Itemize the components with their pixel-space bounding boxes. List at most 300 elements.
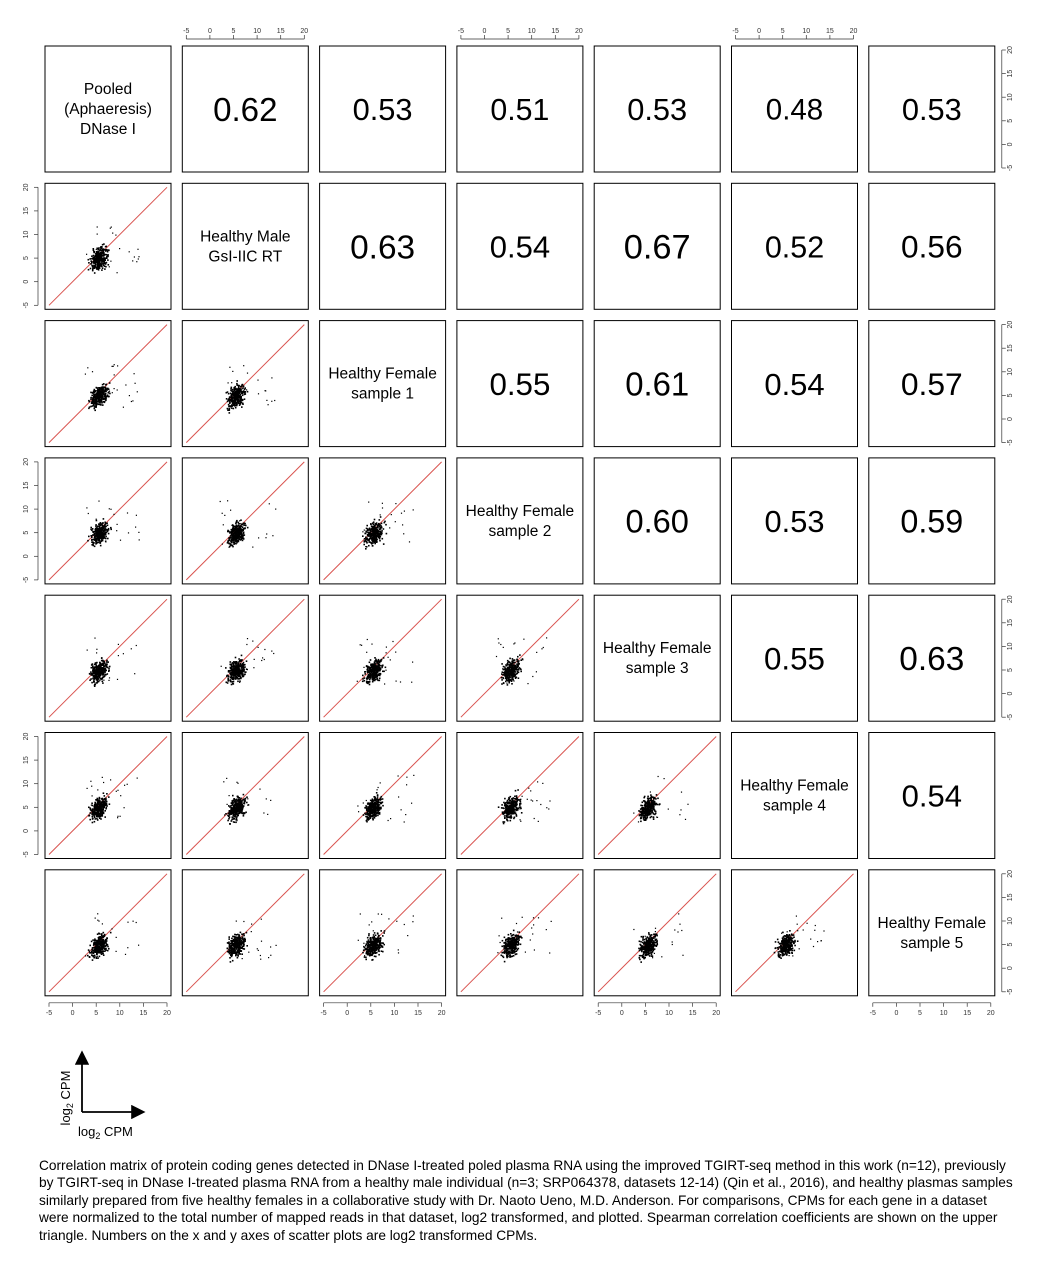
scatter-outlier <box>113 366 114 367</box>
scatter-point <box>230 535 232 537</box>
panel-2-1 <box>182 321 308 447</box>
scatter-outlier <box>404 511 405 512</box>
y-tick-label: 0 <box>1006 142 1014 147</box>
scatter-point <box>230 388 232 390</box>
scatter-point <box>92 399 94 401</box>
scatter-outlier <box>243 365 244 366</box>
scatter-outlier <box>224 814 225 815</box>
scatter-point <box>369 804 371 806</box>
y-tick-label: 5 <box>23 256 30 261</box>
scatter-point <box>377 802 379 804</box>
scatter-point <box>244 522 246 524</box>
scatter-point <box>108 389 110 391</box>
identity-line <box>49 737 167 855</box>
scatter-point <box>240 400 242 402</box>
scatter-outlier <box>108 680 109 681</box>
scatter-point <box>379 538 381 540</box>
scatter-outlier <box>137 391 138 392</box>
scatter-point <box>232 538 234 540</box>
scatter-point <box>364 813 366 815</box>
scatter-points <box>357 775 414 823</box>
scatter-outlier <box>124 785 125 786</box>
scatter-point <box>108 533 110 535</box>
scatter-point <box>227 401 229 403</box>
panel-0-2 <box>320 46 446 172</box>
scatter-outlier <box>382 503 383 504</box>
scatter-point <box>94 399 96 401</box>
scatter-point <box>234 666 236 668</box>
y-tick-label: 5 <box>1006 393 1014 398</box>
scatter-point <box>366 807 368 809</box>
correlation-value: 0.54 <box>489 229 551 265</box>
scatter-point <box>370 523 372 525</box>
scatter-outlier <box>229 795 230 796</box>
scatter-point <box>107 394 109 396</box>
scatter-point <box>506 669 508 671</box>
scatter-outlier <box>97 682 98 683</box>
scatter-point <box>232 526 234 528</box>
scatter-point <box>93 258 95 260</box>
scatter-outlier <box>236 782 237 783</box>
scatter-point <box>95 253 97 255</box>
scatter-point <box>238 667 240 669</box>
scatter-point <box>231 672 233 674</box>
scatter-point <box>231 674 233 676</box>
scatter-point <box>103 672 105 674</box>
identity-line <box>461 737 579 855</box>
scatter-point <box>233 805 235 807</box>
identity-line <box>461 599 579 717</box>
correlation-value: 0.55 <box>489 366 551 402</box>
scatter-point <box>363 814 365 816</box>
scatter-point <box>102 267 104 269</box>
scatter-point <box>512 798 514 800</box>
scatter-point <box>515 677 517 679</box>
scatter-point <box>508 802 510 804</box>
scatter-point <box>235 389 237 391</box>
scatter-point <box>235 813 237 815</box>
y-tick-label: 0 <box>23 828 30 833</box>
scatter-outlier <box>117 817 118 818</box>
panel-1-2 <box>320 183 446 309</box>
scatter-point <box>94 251 96 253</box>
scatter-outlier <box>92 795 93 796</box>
scatter-outlier <box>405 814 406 815</box>
scatter-point <box>510 820 512 822</box>
scatter-point <box>101 264 103 266</box>
scatter-outlier <box>224 515 225 516</box>
scatter-point <box>98 262 100 264</box>
scatter-outlier <box>536 671 537 672</box>
scatter-outlier <box>131 401 132 402</box>
scatter-point <box>90 268 92 270</box>
scatter-point <box>374 660 376 662</box>
scatter-outlier <box>91 539 92 540</box>
scatter-point <box>368 539 370 541</box>
scatter-point <box>375 538 377 540</box>
scatter-point <box>240 809 242 811</box>
scatter-points <box>87 638 137 688</box>
scatter-outlier <box>129 395 130 396</box>
scatter-point <box>377 671 379 673</box>
scatter-point <box>106 660 108 662</box>
panel-frame <box>594 595 720 721</box>
scatter-point <box>108 529 110 531</box>
scatter-point <box>106 384 108 386</box>
scatter-point <box>373 674 375 676</box>
scatter-point <box>227 680 229 682</box>
scatter-point <box>381 659 383 661</box>
scatter-point <box>103 383 105 385</box>
scatter-outlier <box>238 522 239 523</box>
panel-0-0 <box>45 46 171 172</box>
x-tick-label: 5 <box>780 28 785 35</box>
y-tick-label: 10 <box>23 779 30 788</box>
scatter-point <box>96 248 98 250</box>
scatter-outlier <box>220 501 221 502</box>
scatter-point <box>365 530 367 532</box>
x-tick-label: -5 <box>732 28 739 35</box>
scatter-point <box>88 269 90 271</box>
scatter-point <box>362 681 364 683</box>
scatter-point <box>508 680 510 682</box>
panel-5-2 <box>320 733 446 859</box>
scatter-outlier <box>227 804 228 805</box>
scatter-point <box>509 811 511 813</box>
y-tick-label: 15 <box>1006 69 1014 78</box>
scatter-outlier <box>109 677 110 678</box>
scatter-point <box>241 812 243 814</box>
scatter-point <box>227 820 229 822</box>
scatter-point <box>233 400 235 402</box>
scatter-point <box>653 817 655 819</box>
scatter-point <box>96 807 98 809</box>
scatter-point <box>99 668 101 670</box>
scatter-point <box>518 663 520 665</box>
scatter-point <box>375 523 377 525</box>
scatter-points <box>357 639 414 685</box>
scatter-point <box>97 678 99 680</box>
scatter-point <box>233 683 235 685</box>
scatter-point <box>386 533 388 535</box>
scatter-point <box>108 396 110 398</box>
scatter-outlier <box>117 679 118 680</box>
scatter-point <box>230 681 232 683</box>
scatter-outlier <box>373 665 374 666</box>
scatter-point <box>368 817 370 819</box>
scatter-outlier <box>363 667 364 668</box>
scatter-point <box>99 797 101 799</box>
scatter-outlier <box>252 641 253 642</box>
scatter-outlier <box>239 393 240 394</box>
scatter-outlier <box>103 680 104 681</box>
scatter-outlier <box>97 234 98 235</box>
y-tick-label: 5 <box>1006 668 1014 672</box>
scatter-point <box>514 665 516 667</box>
scatter-outlier <box>266 533 267 534</box>
scatter-outlier <box>96 538 97 539</box>
scatter-point <box>96 814 98 816</box>
scatter-point <box>95 541 97 543</box>
scatter-point <box>508 672 510 674</box>
scatter-outlier <box>257 380 258 381</box>
scatter-point <box>510 815 512 817</box>
scatter-point <box>372 679 374 681</box>
panel-5-0 <box>23 733 171 859</box>
scatter-outlier <box>128 532 129 533</box>
scatter-outlier <box>136 645 137 646</box>
scatter-point <box>232 807 234 809</box>
scatter-outlier <box>246 644 247 645</box>
scatter-point <box>102 664 104 666</box>
scatter-point <box>98 525 100 527</box>
scatter-point <box>93 676 95 678</box>
x-tick-label: 10 <box>802 28 811 35</box>
scatter-point <box>511 675 513 677</box>
scatter-point <box>102 674 104 676</box>
scatter-outlier <box>110 261 111 262</box>
identity-line <box>186 599 304 717</box>
scatter-point <box>93 249 95 251</box>
scatter-outlier <box>96 249 97 250</box>
scatter-outlier <box>386 652 387 653</box>
scatter-point <box>371 805 373 807</box>
scatter-point <box>241 674 243 676</box>
panel-3-0 <box>23 458 171 584</box>
scatter-point <box>103 806 105 808</box>
scatter-point <box>514 662 516 664</box>
scatter-point <box>373 533 375 535</box>
scatter-point <box>106 249 108 251</box>
panel-1-4 <box>594 183 720 309</box>
y-tick-label: 0 <box>23 279 30 284</box>
scatter-outlier <box>247 805 248 806</box>
scatter-point <box>519 654 521 656</box>
scatter-point <box>237 664 239 666</box>
scatter-point <box>363 544 365 546</box>
scatter-point <box>94 807 96 809</box>
correlation-value: 0.52 <box>764 230 825 265</box>
scatter-point <box>240 389 242 391</box>
scatter-outlier <box>523 639 524 640</box>
scatter-point <box>103 260 105 262</box>
scatter-point <box>243 799 245 801</box>
scatter-point <box>104 390 106 392</box>
panel-3-4 <box>594 458 720 584</box>
scatter-point <box>379 812 381 814</box>
scatter-point <box>246 796 248 798</box>
scatter-point <box>516 815 518 817</box>
scatter-outlier <box>403 533 404 534</box>
scatter-point <box>233 679 235 681</box>
panel-frame <box>320 321 446 447</box>
scatter-point <box>382 671 384 673</box>
scatter-point <box>229 401 231 403</box>
scatter-point <box>235 525 237 527</box>
scatter-point <box>373 805 375 807</box>
y-tick-label: 20 <box>1006 320 1014 329</box>
scatter-point <box>364 538 366 540</box>
scatter-point <box>106 522 108 524</box>
scatter-point <box>372 545 374 547</box>
scatter-point <box>90 397 92 399</box>
scatter-point <box>105 538 107 540</box>
scatter-point <box>502 677 504 679</box>
scatter-point <box>97 265 99 267</box>
scatter-point <box>94 685 96 687</box>
scatter-point <box>238 385 240 387</box>
scatter-point <box>232 817 234 819</box>
scatter-point <box>369 673 371 675</box>
scatter-outlier <box>119 248 120 249</box>
scatter-outlier <box>390 659 391 660</box>
scatter-point <box>96 520 98 522</box>
scatter-point <box>233 813 235 815</box>
scatter-outlier <box>498 642 499 643</box>
scatter-point <box>102 536 104 538</box>
scatter-point <box>241 655 243 657</box>
scatter-point <box>509 658 511 660</box>
scatter-point <box>100 540 102 542</box>
scatter-outlier <box>391 514 392 515</box>
scatter-outlier <box>271 377 272 378</box>
scatter-point <box>644 813 646 815</box>
scatter-point <box>238 525 240 527</box>
panel-frame <box>457 458 583 584</box>
panel-2-5 <box>732 321 858 447</box>
scatter-point <box>102 812 104 814</box>
scatter-point <box>375 803 377 805</box>
scatter-outlier <box>230 510 231 511</box>
scatter-point <box>96 674 98 676</box>
scatter-point <box>102 682 104 684</box>
scatter-point <box>376 667 378 669</box>
scatter-point <box>508 799 510 801</box>
scatter-point <box>514 800 516 802</box>
scatter-outlier <box>374 807 375 808</box>
scatter-point <box>370 669 372 671</box>
scatter-point <box>378 674 380 676</box>
scatter-point <box>655 811 657 813</box>
scatter-outlier <box>357 805 358 806</box>
scatter-point <box>95 818 97 820</box>
scatter-points <box>633 776 688 823</box>
scatter-point <box>233 681 235 683</box>
scatter-outlier <box>94 638 95 639</box>
scatter-point <box>374 677 376 679</box>
scatter-point <box>95 813 97 815</box>
scatter-point <box>371 664 373 666</box>
scatter-point <box>512 803 514 805</box>
scatter-point <box>233 663 235 665</box>
scatter-point <box>382 805 384 807</box>
scatter-point <box>235 532 237 534</box>
scatter-outlier <box>396 681 397 682</box>
scatter-point <box>364 533 366 535</box>
scatter-points <box>220 500 277 548</box>
scatter-outlier <box>102 777 103 778</box>
scatter-point <box>103 799 105 801</box>
scatter-outlier <box>86 507 87 508</box>
scatter-point <box>89 679 91 681</box>
correlation-value: 0.53 <box>352 92 413 128</box>
scatter-point <box>366 821 368 823</box>
panel-3-2 <box>320 458 446 584</box>
scatter-point <box>99 258 101 260</box>
scatter-outlier <box>229 367 230 368</box>
scatter-outlier <box>87 367 88 368</box>
scatter-point <box>104 268 106 270</box>
x-tick-label: 20 <box>849 28 858 35</box>
scatter-point <box>231 819 233 821</box>
scatter-point <box>512 662 514 664</box>
scatter-outlier <box>223 524 224 525</box>
scatter-point <box>520 801 522 803</box>
scatter-point <box>235 803 237 805</box>
scatter-point <box>381 796 383 798</box>
scatter-point <box>101 394 103 396</box>
scatter-point <box>96 543 98 545</box>
scatter-point <box>383 657 385 659</box>
scatter-outlier <box>116 530 117 531</box>
variable-label: GsI-IIC RT <box>208 248 283 266</box>
scatter-outlier <box>528 788 529 789</box>
identity-line <box>49 187 167 305</box>
scatter-point <box>104 662 106 664</box>
scatter-outlier <box>253 667 254 668</box>
scatter-outlier <box>377 789 378 790</box>
scatter-outlier <box>368 803 369 804</box>
scatter-point <box>236 528 238 530</box>
scatter-point <box>233 818 235 820</box>
scatter-point <box>507 667 509 669</box>
scatter-outlier <box>542 783 543 784</box>
scatter-point <box>99 539 101 541</box>
scatter-point <box>102 404 104 406</box>
scatter-point <box>240 802 242 804</box>
scatter-point <box>92 267 94 269</box>
scatter-outlier <box>541 648 542 649</box>
scatter-outlier <box>241 677 242 678</box>
panel-1-1 <box>182 183 308 309</box>
scatter-point <box>379 678 381 680</box>
scatter-point <box>105 387 107 389</box>
scatter-point <box>233 667 235 669</box>
scatter-outlier <box>118 644 119 645</box>
scatter-point <box>642 802 644 804</box>
x-tick-label: 15 <box>826 28 834 35</box>
scatter-outlier <box>90 781 91 782</box>
scatter-point <box>104 394 106 396</box>
scatter-point <box>502 671 504 673</box>
scatter-outlier <box>258 537 259 538</box>
x-tick-label: 10 <box>527 28 536 35</box>
scatter-point <box>374 680 376 682</box>
scatter-point <box>103 253 105 255</box>
scatter-point <box>232 389 234 391</box>
scatter-point <box>504 666 506 668</box>
scatter-point <box>93 248 95 250</box>
scatter-point <box>241 532 243 534</box>
scatter-point <box>244 800 246 802</box>
scatter-outlier <box>234 676 235 677</box>
scatter-point <box>92 534 94 536</box>
scatter-point <box>99 815 101 817</box>
scatter-point <box>231 805 233 807</box>
scatter-outlier <box>117 790 118 791</box>
scatter-point <box>108 264 110 266</box>
scatter-point <box>362 535 364 537</box>
